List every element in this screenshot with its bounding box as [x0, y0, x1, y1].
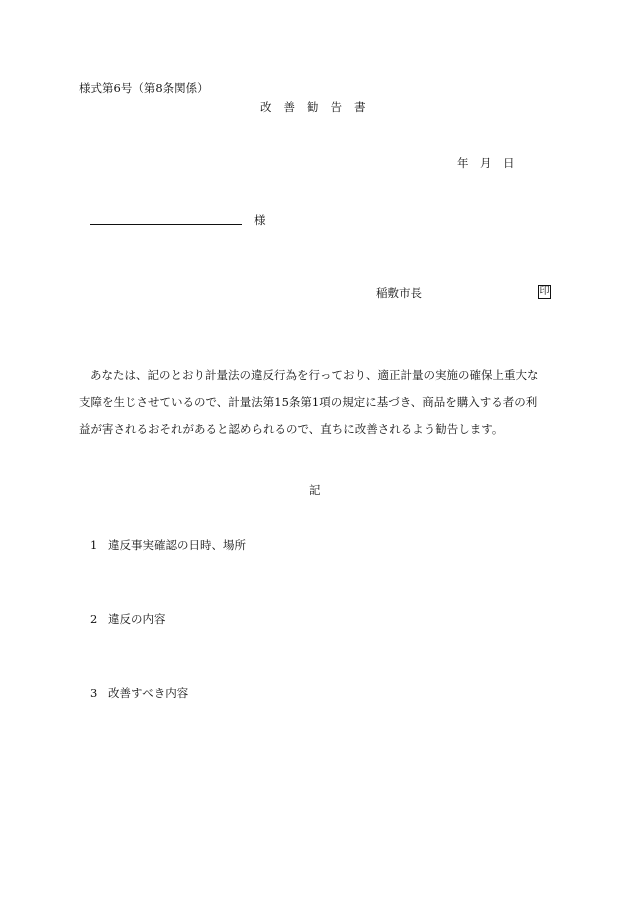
item-text: 改善すべき内容	[108, 686, 189, 700]
item-number: 3	[90, 686, 98, 700]
addressee-honorific: 様	[254, 213, 266, 227]
addressee-blank-line	[90, 224, 242, 225]
body-line: 益が害されるおそれがあると認められるので、直ちに改善されるよう勧告します。	[79, 422, 504, 436]
body-line: あなたは、記のとおり計量法の違反行為を行っており、適正計量の実施の確保上重大な	[90, 368, 539, 382]
list-item	[90, 686, 188, 700]
form-number: 様式第6号（第8条関係）	[79, 81, 209, 95]
page-title: 改善勧告書	[260, 100, 378, 114]
seal-stamp-box: 印	[539, 286, 550, 297]
item-text: 違反の内容	[108, 612, 166, 626]
item-text: 違反事実確認の日時、場所	[108, 538, 246, 552]
list-item	[90, 538, 246, 552]
body-line: 支障を生じさせているので、計量法第15条第1項の規定に基づき、商品を購入する者の利	[79, 395, 538, 409]
ki-heading: 記	[309, 483, 321, 497]
date-line: 年 月 日	[457, 156, 515, 170]
body-paragraph	[79, 362, 553, 443]
issuer-name: 稲敷市長	[376, 286, 422, 300]
item-number: 2	[90, 612, 98, 626]
list-item	[90, 612, 166, 626]
item-number: 1	[90, 538, 98, 552]
